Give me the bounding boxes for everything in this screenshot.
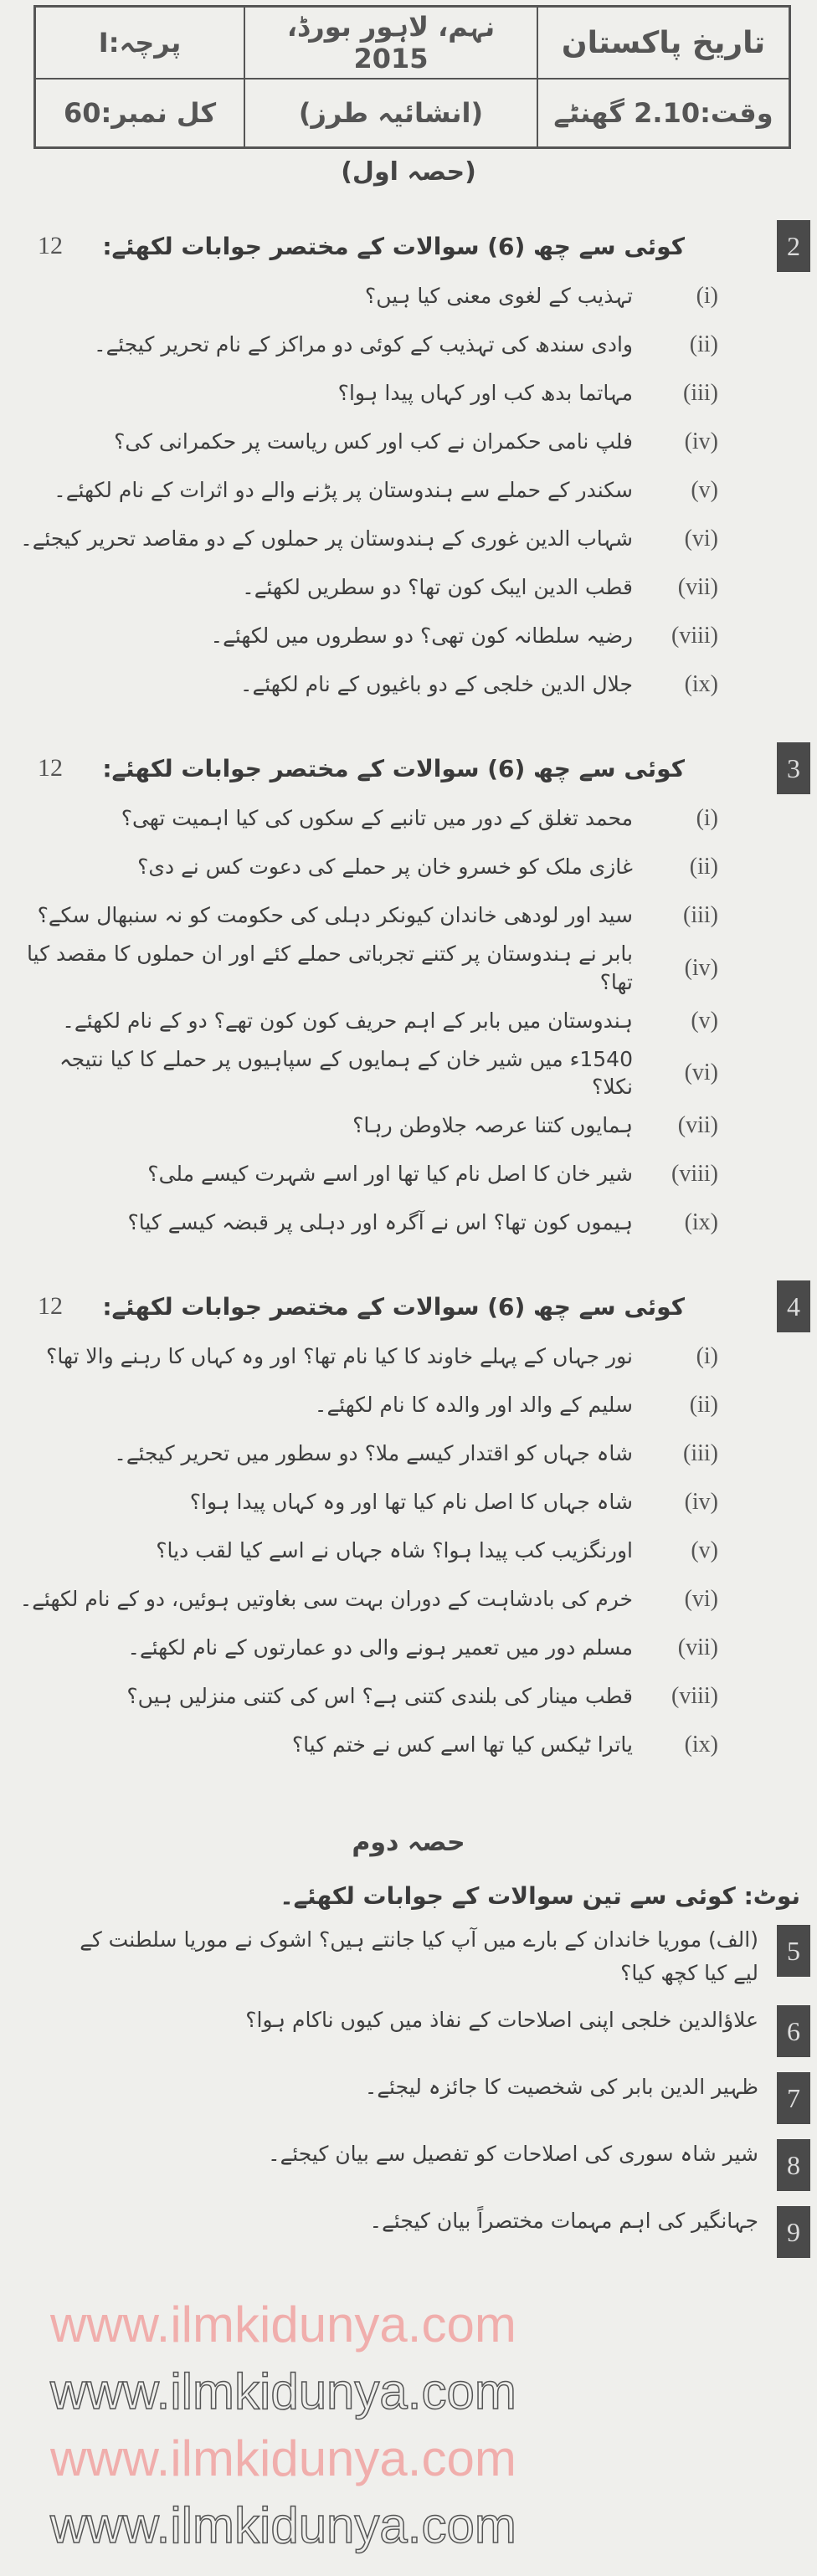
question-item: ہمایوں کتنا عرصہ جلاوطن رہا؟ [352,1113,633,1138]
item-number: (v) [691,477,718,503]
board-year: نہم، لاہور بورڈ، 2015 [245,8,538,80]
question-item-row [0,1721,817,1769]
long-question [0,2071,817,2124]
watermark: www.ilmkidunya.com [50,2497,516,2553]
item-number: (iv) [684,428,718,454]
question-item-row [0,660,817,709]
question-item-row [0,515,817,563]
item-number: (i) [696,1343,718,1369]
question-item: قطب مینار کی بلندی کتنی ہے؟ اس کی کتنی منزلیں ہیں؟ [126,1684,633,1709]
question-item-row [0,1045,817,1102]
question-item-row [0,1478,817,1527]
marks: 12 [38,232,63,259]
item-number: (viii) [671,1683,718,1709]
question-block [0,742,817,1247]
question-item-row [0,794,817,843]
item-number: (vii) [677,1634,718,1660]
item-number: (vii) [677,574,718,600]
question-item: فلپ نامی حکمران نے کب اور کس ریاست پر حکمرانی کی؟ [114,429,633,454]
marks: 12 [38,1292,63,1320]
item-number: (vi) [684,1060,718,1086]
watermark: www.ilmkidunya.com [50,2363,516,2419]
item-number: (ix) [684,1732,718,1758]
question-item-row [0,1381,817,1429]
question-number: 3 [777,742,810,794]
question-item: شہاب الدین غوری کے ہندوستان پر حملوں کے دو مقاصد تحریر کیجئے۔ [20,526,633,552]
question-item: اورنگزیب کب پیدا ہوا؟ شاہ جہاں نے اسے کیا لقب دیا؟ [156,1538,633,1563]
long-question [0,1923,817,1990]
question-item-row [0,1332,817,1381]
question-heading-row [0,742,817,794]
instruction-note: نوٹ: کوئی سے تین سوالات کے جوابات لکھئے۔ [280,1882,800,1910]
item-number: (vi) [684,1586,718,1612]
item-number: (ii) [689,854,718,880]
question-item: تہذیب کے لغوی معنی کیا ہیں؟ [364,284,633,309]
question-item-row [0,369,817,418]
question-item-row [0,940,817,997]
marks: 12 [38,754,63,782]
question-number: 4 [777,1280,810,1332]
item-number: (viii) [671,1161,718,1187]
question-item-row [0,1672,817,1721]
question-item: شیر خان کا اصل نام کیا تھا اور اسے شہرت کیسے ملی؟ [147,1162,633,1187]
question-heading-row [0,1280,817,1332]
item-number: (iv) [684,1489,718,1515]
item-number: (ix) [684,671,718,697]
item-number: (v) [691,1007,718,1034]
question-item: یاترا ٹیکس کیا تھا اسے کس نے ختم کیا؟ [291,1732,633,1758]
question-item: وادی سندھ کی تہذیب کے کوئی دو مراکز کے نام تحریر کیجئے۔ [93,332,633,357]
item-number: (ii) [689,1392,718,1418]
item-number: (iii) [683,380,718,406]
question-item: محمد تغلق کے دور میں تانبے کے سکوں کی کیا اہمیت تھی؟ [121,806,633,831]
question-heading: کوئی سے چھ (6) سوالات کے مختصر جوابات لکھئے: [102,754,685,783]
long-questions [0,1923,817,2258]
short-questions [0,220,817,1769]
question-item-row [0,321,817,369]
question-block [0,1280,817,1769]
question-item-row [0,563,817,612]
long-question-lines [0,1923,777,1990]
paper-number: پرچہ:I [36,8,245,80]
question-item: جلال الدین خلجی کے دو باغیوں کے نام لکھئے۔ [239,672,633,697]
question-item: مسلم دور میں تعمیر ہونے والی دو عمارتوں کے نام لکھئے۔ [127,1635,633,1660]
question-number: 9 [777,2206,810,2258]
watermark: www.ilmkidunya.com [50,2430,516,2486]
question-item-row [0,1575,817,1624]
item-number: (iii) [683,1440,718,1466]
long-question [0,2004,817,2057]
header-table [33,5,791,149]
question-item: خرم کی بادشاہت کے دوران بہت سی بغاوتیں ہوئیں، دو کے نام لکھئے۔ [19,1587,633,1612]
question-number: 6 [777,2005,810,2057]
question-item: نور جہاں کے پہلے خاوند کا کیا نام تھا؟ اور وہ کہاں کا رہنے والا تھا؟ [46,1344,633,1369]
long-question-lines [0,2204,777,2238]
paper-type: (انشائیہ طرز) [245,80,538,146]
long-question-lines [0,2071,777,2104]
question-item-row [0,1150,817,1198]
question-item: مہاتما بدھ کب اور کہاں پیدا ہوا؟ [337,381,633,406]
question-number: 8 [777,2139,810,2191]
section-2-title: حصہ دوم [352,1828,465,1857]
question-item: ہیموں کون تھا؟ اس نے آگرہ اور دہلی پر قبضہ کیسے کیا؟ [127,1210,633,1235]
question-item: 1540ء میں شیر خان کے ہمایوں کے سپاہیوں پر حملے کا کیا نتیجہ نکلا؟ [59,1046,633,1100]
watermark: www.ilmkidunya.com [50,2296,516,2353]
question-item-row [0,1624,817,1672]
question-item-row [0,891,817,940]
question-item: سکندر کے حملے سے ہندوستان پر پڑنے والے دو اثرات کے نام لکھئے۔ [54,478,633,503]
item-number: (v) [691,1537,718,1563]
long-question-lines [0,2137,777,2171]
question-item-row [0,1527,817,1575]
long-question-text: (الف) موریا خاندان کے بارے میں آپ کیا جانتے ہیں؟ اشوک نے موریا سلطنت کے [80,1927,758,1952]
long-question-text: لیے کیا کچھ کیا؟ [620,1961,758,1985]
question-item-row [0,272,817,321]
long-question-lines [0,2004,777,2037]
item-number: (i) [696,283,718,309]
question-item-row [0,843,817,891]
question-number: 2 [777,220,810,272]
question-item: ہندوستان میں بابر کے اہم حریف کون کون تھے؟ دو کے نام لکھئے۔ [62,1008,633,1033]
question-item-row [0,418,817,466]
question-item-row [0,466,817,515]
question-item: بابر نے ہندوستان پر کتنے تجرباتی حملے کئے اور ان حملوں کا مقصد کیا تھا؟ [27,942,633,994]
watermark-area [0,2291,817,2559]
question-item: سلیم کے والد اور والدہ کا نام لکھئے۔ [314,1393,633,1418]
long-question-text: علاؤالدین خلجی اپنی اصلاحات کے نفاذ میں کیوں ناکام ہوا؟ [245,2008,758,2032]
question-item-row [0,1101,817,1150]
total-marks: کل نمبر:60 [36,80,245,146]
item-number: (vi) [684,526,718,552]
time-allowed: وقت:2.10 گھنٹے [553,97,773,129]
question-item-row [0,612,817,660]
item-number: (iii) [683,902,718,928]
question-heading: کوئی سے چھ (6) سوالات کے مختصر جوابات لکھئے: [102,232,685,260]
item-number: (iv) [684,954,718,981]
item-number: (viii) [671,623,718,649]
section-1-title: (حصہ اول) [341,157,476,187]
long-question-text: جہانگیر کی اہم مہمات مختصراً بیان کیجئے۔ [369,2209,758,2233]
question-number: 5 [777,1925,810,1977]
question-number: 7 [777,2072,810,2124]
long-question [0,2137,817,2191]
question-item-row [0,997,817,1045]
question-item: سید اور لودھی خاندان کیونکر دہلی کی حکومت کو نہ سنبھال سکے؟ [37,903,633,928]
question-item-row [0,1198,817,1247]
question-item: شاہ جہاں کا اصل نام کیا تھا اور وہ کہاں پیدا ہوا؟ [189,1490,633,1515]
item-number: (i) [696,805,718,831]
long-question-text: ظہیر الدین بابر کی شخصیت کا جائزہ لیجئے۔ [364,2075,758,2099]
question-item: شاہ جہاں کو اقتدار کیسے ملا؟ دو سطور میں تحریر کیجئے۔ [114,1441,633,1466]
question-item: قطب الدین ایبک کون تھا؟ دو سطریں لکھئے۔ [242,575,633,600]
subject: تاریخ پاکستان [538,8,789,80]
long-question [0,2204,817,2258]
question-heading: کوئی سے چھ (6) سوالات کے مختصر جوابات لکھئے: [102,1292,685,1321]
question-heading-row [0,220,817,272]
question-item-row [0,1429,817,1478]
question-item: غازی ملک کو خسرو خان پر حملے کی دعوت کس نے دی؟ [137,854,633,880]
question-item: رضیہ سلطانہ کون تھی؟ دو سطروں میں لکھئے۔ [210,623,633,649]
long-question-text: شیر شاہ سوری کی اصلاحات کو تفصیل سے بیان کیجئے۔ [267,2142,758,2166]
item-number: (vii) [677,1112,718,1138]
item-number: (ix) [684,1209,718,1235]
question-block [0,220,817,709]
item-number: (ii) [689,331,718,357]
